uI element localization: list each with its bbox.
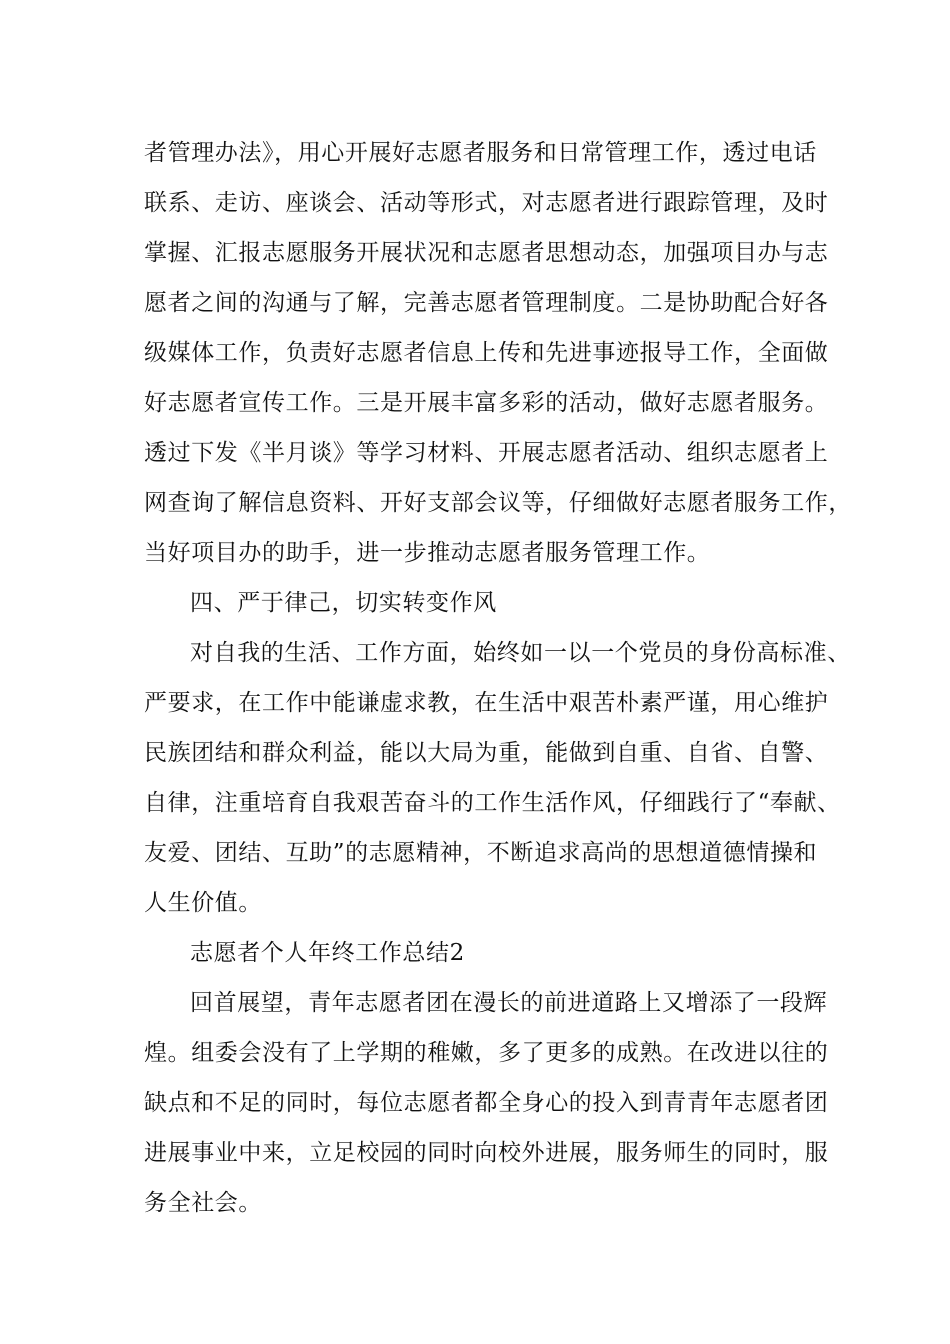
text-line-16: 人生价值。 (144, 890, 262, 916)
text-line-12: 严要求，在工作中能谦虚求教，在生活中艰苦朴素严谨，用心维护 (144, 690, 829, 716)
text-line-3: 掌握、汇报志愿服务开展状况和志愿者思想动态，加强项目办与志 (144, 240, 829, 266)
text-line-15: 友爱、团结、互助”的志愿精神，不断追求高尚的思想道德情操和 (144, 840, 818, 866)
text-line-13: 民族团结和群众利益，能以大局为重，能做到自重、自省、自警、 (144, 740, 829, 766)
text-line-2: 联系、走访、座谈会、活动等形式，对志愿者进行跟踪管理，及时 (144, 190, 829, 216)
text-line-4: 愿者之间的沟通与了解，完善志愿者管理制度。二是协助配合好各 (144, 290, 829, 316)
text-line-14: 自律，注重培育自我艰苦奋斗的工作生活作风，仔细践行了“奉献、 (144, 790, 841, 816)
text-line-20: 缺点和不足的同时，每位志愿者都全身心的投入到青青年志愿者团 (144, 1090, 829, 1116)
text-line-7: 透过下发《半月谈》等学习材料、开展志愿者活动、组织志愿者上 (144, 440, 829, 466)
paragraph-start-line: 对自我的生活、工作方面，始终如一以一个党员的身份高标准、 (190, 640, 851, 666)
text-line-21: 进展事业中来，立足校园的同时向校外进展，服务师生的同时，服 (144, 1140, 829, 1166)
text-line-1: 者管理办法》，用心开展好志愿者服务和日常管理工作，透过电话 (144, 140, 817, 166)
text-line-8: 网查询了解信息资料、开好支部会议等，仔细做好志愿者服务工作， (144, 490, 852, 516)
text-line-5: 级媒体工作，负责好志愿者信息上传和先进事迹报导工作，全面做 (144, 340, 829, 366)
text-line-22: 务全社会。 (144, 1190, 262, 1216)
section-title-summary-2: 志愿者个人年终工作总结2 (190, 940, 465, 966)
text-line-9: 当好项目办的助手，进一步推动志愿者服务管理工作。 (144, 540, 711, 566)
text-line-19: 煌。组委会没有了上学期的稚嫩，多了更多的成熟。在改进以往的 (144, 1040, 829, 1066)
paragraph-start-line: 回首展望，青年志愿者团在漫长的前进道路上又增添了一段辉 (190, 990, 828, 1016)
text-line-6: 好志愿者宣传工作。三是开展丰富多彩的活动，做好志愿者服务。 (144, 390, 829, 416)
section-heading-4: 四、严于律己，切实转变作风 (190, 590, 497, 616)
document-body (144, 128, 852, 1228)
